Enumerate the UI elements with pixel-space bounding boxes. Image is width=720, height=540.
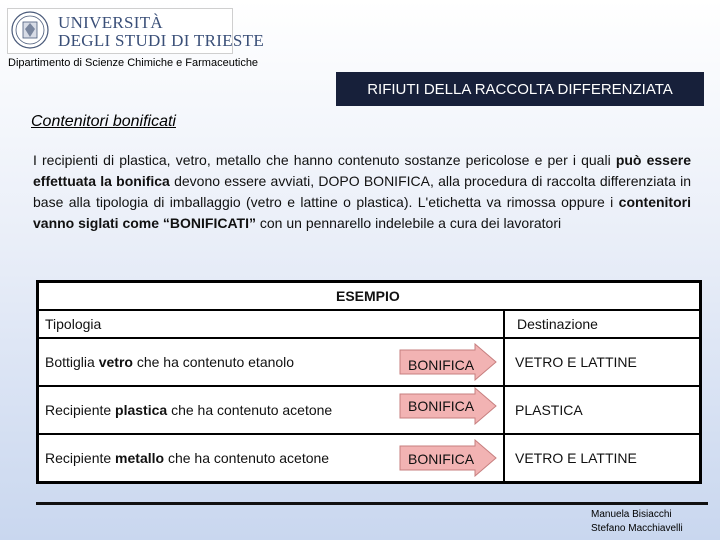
paragraph-bold-text: contenitori vanno siglati come “BONIFICATI” <box>33 194 691 231</box>
section-subtitle: Contenitori bonificati <box>31 113 176 130</box>
header-tipologia-cell <box>39 311 503 337</box>
university-name-line2: DEGLI STUDI DI TRIESTE <box>58 31 265 50</box>
university-logo <box>7 8 265 54</box>
paragraph-text: con un pennarello indelebile a cura dei lavoratori <box>256 215 562 231</box>
header-destinazione-cell <box>505 311 699 337</box>
table-row <box>39 435 503 481</box>
footer-divider <box>36 502 708 505</box>
description-paragraph <box>33 150 691 234</box>
column-header-tipologia: Tipologia <box>45 316 102 332</box>
destination-cell <box>505 387 699 433</box>
row-description: Bottiglia vetro che ha contenuto etanolo <box>45 354 295 370</box>
university-name-line1: UNIVERSITÀ <box>58 13 163 32</box>
destination-cell <box>505 435 699 481</box>
university-seal-icon <box>11 11 49 49</box>
row-description: Recipiente metallo che ha contenuto acetone <box>45 450 330 466</box>
author-name: Manuela Bisiacchi <box>591 509 672 520</box>
paragraph-text: I recipienti di plastica, vetro, metallo che hanno contenuto sostanze pericolose e per i quali <box>33 152 616 168</box>
banner-title: RIFIUTI DELLA RACCOLTA DIFFERENZIATA <box>336 72 704 106</box>
bonifica-label: BONIFICA <box>408 398 475 414</box>
paragraph-bold-text: può essere effettuata la bonifica <box>33 152 691 189</box>
destination-value: VETRO E LATTINE <box>515 354 637 370</box>
table-row <box>39 387 503 433</box>
example-table <box>36 280 702 484</box>
destination-cell <box>505 339 699 385</box>
row-description: Recipiente plastica che ha contenuto acetone <box>45 402 333 418</box>
bonifica-label: BONIFICA <box>408 451 475 467</box>
table-caption: ESEMPIO <box>336 288 400 304</box>
department-name: Dipartimento di Scienze Chimiche e Farmaceutiche <box>8 57 259 69</box>
destination-value: VETRO E LATTINE <box>515 450 637 466</box>
author-name: Stefano Macchiavelli <box>591 523 683 534</box>
bonifica-label: BONIFICA <box>408 357 475 373</box>
destination-value: PLASTICA <box>515 402 583 418</box>
table-row <box>39 339 503 385</box>
table-caption-cell <box>39 283 699 309</box>
paragraph-text: devono essere avviati, DOPO BONIFICA, alla procedura di raccolta differenziata in base alla tipologia di imballaggio (vetro e lattine o plastica). L'etichetta va rimossa oppure i <box>33 173 691 210</box>
column-header-destinazione: Destinazione <box>517 316 598 332</box>
